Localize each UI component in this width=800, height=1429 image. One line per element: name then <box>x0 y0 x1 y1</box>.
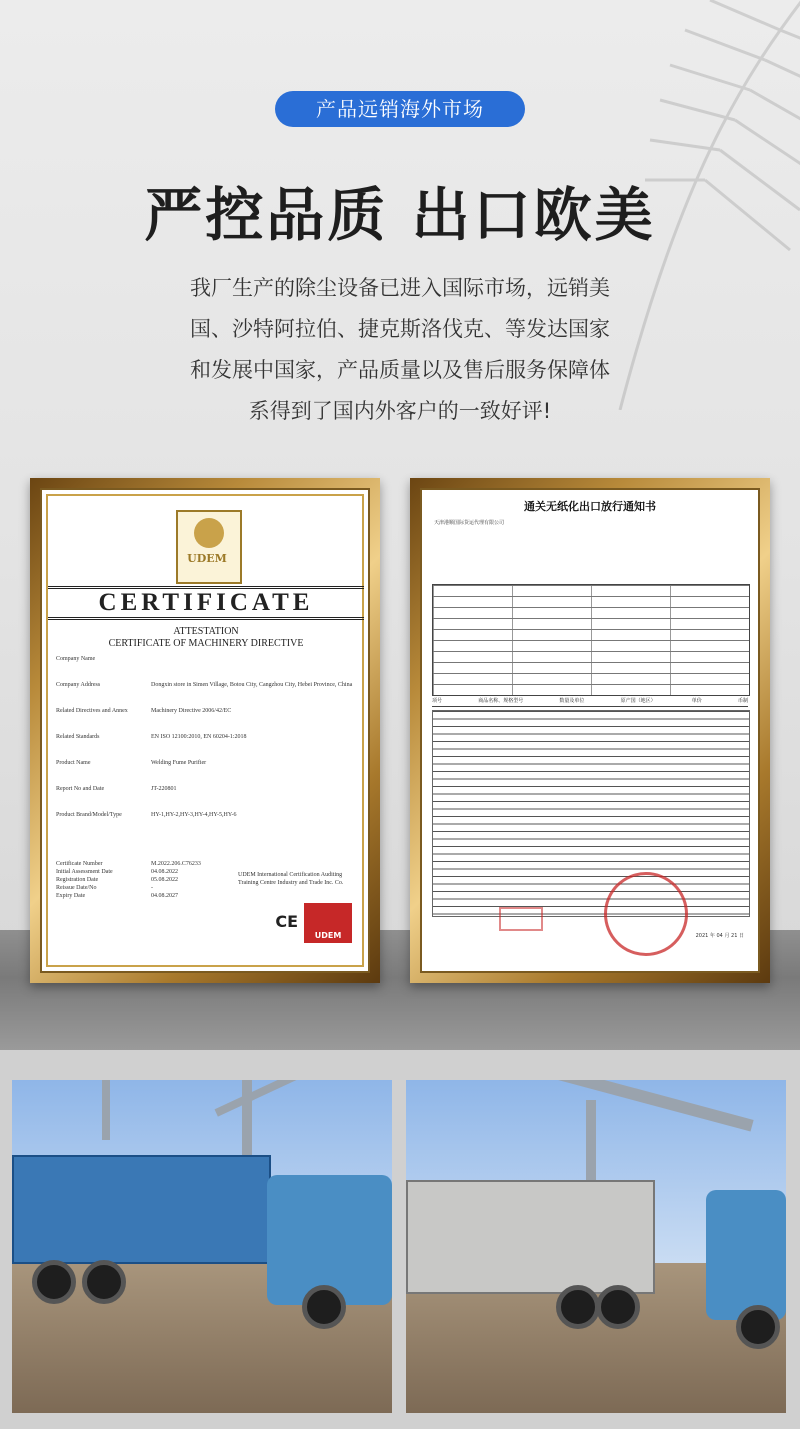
udem-stamp: UDEM <box>304 903 352 943</box>
photo-grey-container-truck <box>406 1080 786 1413</box>
certificate-row: Company Address Dongxin store in Simen Village, Botou City, Cangzhou City, Hebei Province, China <box>56 682 353 688</box>
ce-mark: CE <box>275 912 298 931</box>
notice-ruled-table <box>432 710 750 917</box>
notice-table-header: 项号 商品名称、规格型号 数量及单位 原产国（地区） 单价 币制 <box>432 697 748 707</box>
description-line: 和发展中国家，产品质量以及售后服务保障体 <box>190 358 610 382</box>
section-badge: 产品远销海外市场 <box>275 91 525 127</box>
certificate-row: Report No and Date JT-220801 <box>56 786 177 792</box>
page-headline: 严控品质 出口欧美 <box>144 181 656 249</box>
certificate-title: CERTIFICATE <box>48 586 364 620</box>
description-text <box>150 268 650 432</box>
certificate-frame <box>30 478 380 983</box>
certificate-row: Related Directives and Annex Machinery Directive 2006/42/EC <box>56 708 232 714</box>
certificate-subtitle: ATTESTATION CERTIFICATE OF MACHINERY DIRECTIVE <box>108 626 304 649</box>
small-red-stamp <box>499 907 543 931</box>
certificate-issuer: UDEM International Certification Auditing Training Centre Industry and Trade Inc. Co. <box>238 872 344 886</box>
certificate-row: Product Brand/Model/Type HY-1,HY-2,HY-3,HY-4,HY-5,HY-6 <box>56 812 237 818</box>
certificate-fields <box>56 656 356 838</box>
description-line: 我厂生产的除尘设备已进入国际市场，远销美 <box>190 276 610 300</box>
certificate-dates: Certificate Number M.2022.206.C76233 Initial Assessment Date 04.08.2022 Registration Date 05.08.2022 Reissue Date/No - Expiry Date 04.08.2027 <box>56 861 201 899</box>
certificate-row: Product Name Welding Fume Purifier <box>56 760 207 766</box>
customs-notice-frame <box>410 478 770 983</box>
certificate-row: Company Name <box>56 656 96 662</box>
udem-logo: UDEM <box>176 510 242 584</box>
photo-blue-container-truck <box>12 1080 392 1413</box>
certificate-row: Related Standards EN ISO 12100:2010, EN 60204-1:2018 <box>56 734 247 740</box>
customs-notice-document <box>424 492 756 969</box>
red-seal-stamp <box>604 872 688 956</box>
notice-company: 天津港顺国际货运代理有限公司 <box>434 520 505 526</box>
notice-date: 2021 年 04 月 21 日 <box>695 933 744 939</box>
description-line: 国、沙特阿拉伯、捷克斯洛伐克、等发达国家 <box>190 317 610 341</box>
certificate-document <box>46 494 364 967</box>
description-line: 系得到了国内外客户的一致好评! <box>248 399 552 423</box>
notice-title: 通关无纸化出口放行通知书 <box>524 500 656 513</box>
lion-crown-icon <box>194 518 224 548</box>
notice-info-grid <box>432 584 750 696</box>
